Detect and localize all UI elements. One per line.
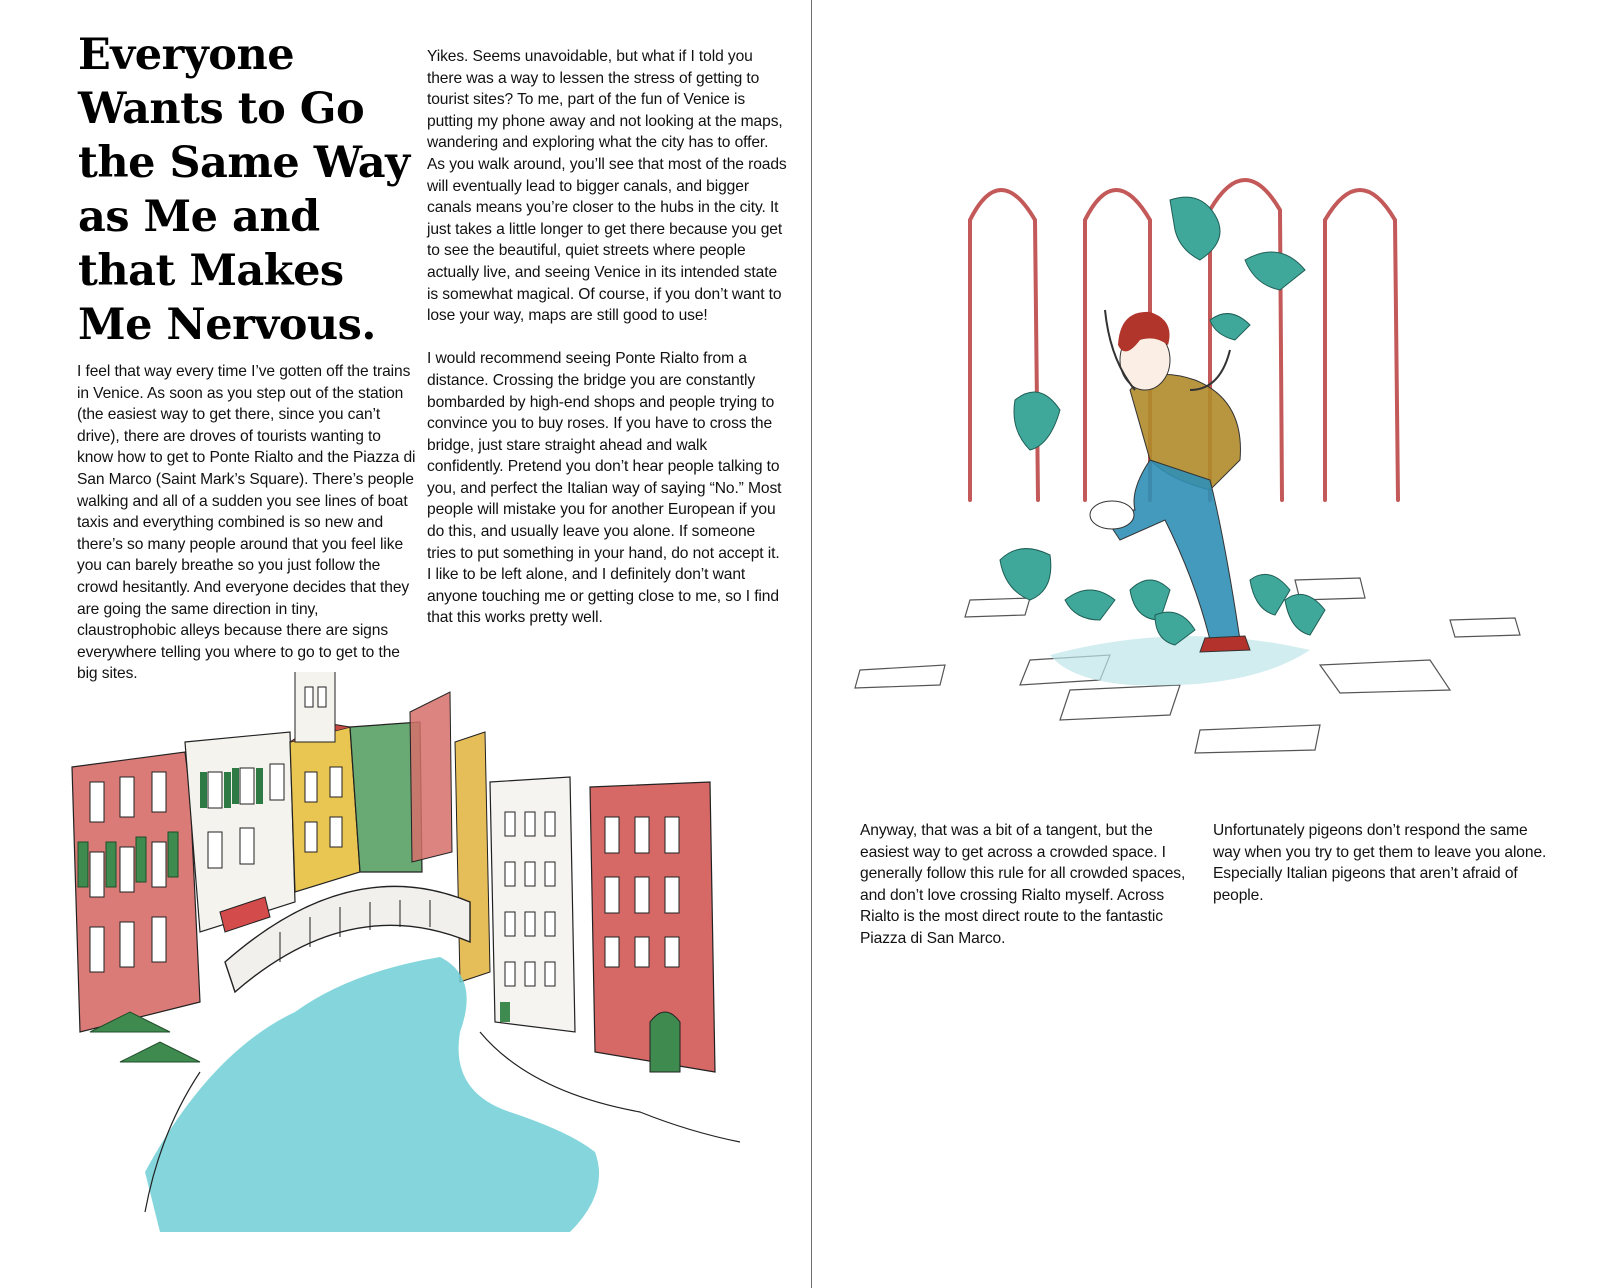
rialto-bridge-illustration (50, 672, 780, 1250)
paragraph: I feel that way every time I’ve gotten off the trains in Venice. As soon as you step out of the station (the easiest way to get there, since you can’t drive), there are droves of tourists wanting to know how to get to Ponte Rialto and the Piazza di San Marco (Saint Mark’s Square). There’s people walking and all of a sudden you see lines of boat taxis and everything combined is so new and there’s so many people around that you feel like you can barely breathe so you just follow the crowd hesitantly. And everyone decides that they are going the same direction in tiny, claustrophobic alleys because there are signs everywhere telling you where to go to get to the big sites. (77, 363, 416, 683)
startled-man-pigeons-icon (850, 160, 1550, 780)
paragraph: Yikes. Seems unavoidable, but what if I told you there was a way to lessen the stress of getting to tourist sites? To me, part of the fun of Venice is putting my phone away and not looking at the maps, wandering and exploring what the city has to offer. As you walk around, you’ll see that most of the roads will eventually lead to bigger canals, and bigger canals means you’re closer to the hubs in the city. It just takes a little longer to get there because you get to see the beautiful, quiet streets where people actually live, and seeing Venice in its intended state is somewhat magical. Of course, if you don’t want to lose your way, maps are still good to use! (427, 48, 787, 325)
yellow-building (290, 722, 360, 892)
paragraph: Unfortunately pigeons don’t respond the same way when you try to get them to leave you alone. Especially Italian pigeons that aren’t afraid of people. (1213, 822, 1547, 904)
right-text-column (427, 46, 787, 629)
left-red-building (72, 752, 200, 1032)
ochre-building (455, 732, 490, 982)
page-spread-divider (811, 0, 812, 1288)
right-red-building (590, 782, 715, 1072)
left-text-column (77, 361, 417, 685)
page2-left-text-column (860, 820, 1205, 950)
bell-tower (295, 672, 335, 742)
white-building (185, 732, 295, 932)
right-white-building (490, 777, 575, 1032)
water-puddle (1050, 636, 1310, 685)
tall-red-building (410, 692, 452, 862)
rialto-bridge-icon (50, 672, 780, 1250)
pigeons-illustration (850, 160, 1550, 780)
page2-right-text-column (1213, 820, 1553, 906)
paragraph: I would recommend seeing Ponte Rialto from a distance. Crossing the bridge you are constantly bombarded by high-end shops and people trying to convince you to buy roses. If you have to cross the bridge, just stare straight ahead and walk confidently. Pretend you don’t hear people talking to you, and perfect the Italian way of saying “No.” Most people will mistake you for another European if you do this, and usually leave you alone. If someone tries to put something in your hand, do not accept it. I like to be left alone, and I definitely don’t want anyone touching me or getting close to me, so I find that this works pretty well. (427, 350, 782, 627)
paragraph: Anyway, that was a bit of a tangent, but the easiest way to get across a crowded space. I generally follow this rule for all crowded spaces, and don’t love crossing Rialto myself. Across Rialto is the most direct route to the fantastic Piazza di San Marco. (860, 822, 1186, 947)
article-headline: Everyone Wants to Go the Same Way as Me and that Makes Me Nervous. (78, 30, 410, 350)
